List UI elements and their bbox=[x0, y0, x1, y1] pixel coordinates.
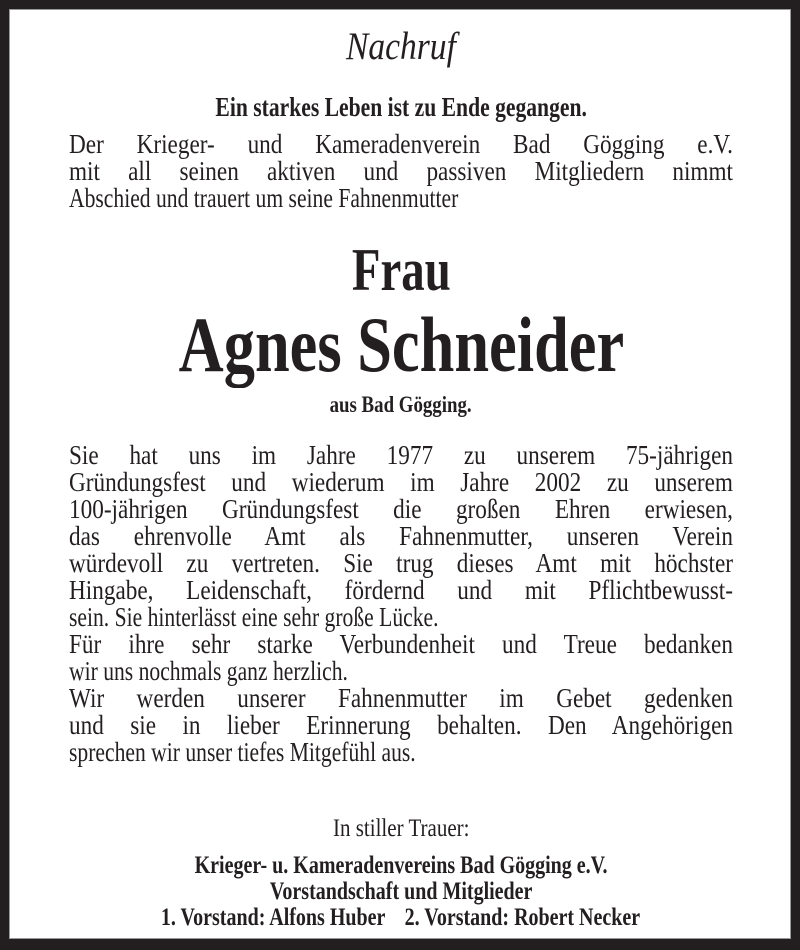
body-line: sprechen wir unser tiefes Mitgefühl aus. bbox=[69, 737, 416, 767]
intro-paragraph bbox=[69, 131, 733, 212]
body-line: wir uns nochmals ganz herzlich. bbox=[69, 656, 348, 686]
signature-organization: Krieger- u. Kameradenvereins Bad Gögging e.V. bbox=[194, 852, 608, 879]
body-line: sein. Sie hinterlässt eine sehr große Lücke. bbox=[69, 602, 439, 632]
intro-line: Der Krieger- und Kameradenverein Bad Gögging e.V. bbox=[69, 129, 733, 159]
deceased-origin: aus Bad Gögging. bbox=[329, 392, 473, 417]
chair-2: 2. Vorstand: Robert Necker bbox=[405, 904, 641, 931]
body-line: Für ihre sehr starke Verbundenheit und Treue bedanken bbox=[69, 629, 733, 659]
body-line: Hingabe, Leidenschaft, fördernd und mit Pflichtbewusst- bbox=[69, 575, 733, 605]
intro-line: mit all seinen aktiven und passiven Mitgliedern nimmt bbox=[69, 156, 733, 186]
signature-group: Vorstandschaft und Mitglieder bbox=[269, 878, 533, 905]
notice-lead: Ein starkes Leben ist zu Ende gegangen. bbox=[215, 92, 587, 122]
signature-chairs bbox=[10, 904, 791, 932]
signature-intro: In stiller Trauer: bbox=[332, 815, 470, 842]
body-line: 100-jährigen Gründungsfest die großen Ehren erwiesen, bbox=[69, 494, 733, 524]
body-line: würdevoll zu vertreten. Sie trug dieses Amt mit höchster bbox=[69, 548, 733, 578]
deceased-name: Agnes Schneider bbox=[178, 301, 624, 388]
notice-title: Nachruf bbox=[346, 25, 456, 68]
body-line: das ehrenvolle Amt als Fahnenmutter, unseren Verein bbox=[69, 521, 733, 551]
intro-line: Abschied und trauert um seine Fahnenmutter bbox=[69, 183, 459, 213]
body-line: und sie in lieber Erinnerung behalten. Den Angehörigen bbox=[69, 710, 733, 740]
body-paragraph bbox=[69, 442, 733, 766]
body-line: Sie hat uns im Jahre 1977 zu unserem 75-jährigen bbox=[69, 440, 733, 470]
chair-1: 1. Vorstand: Alfons Huber bbox=[161, 904, 386, 931]
body-line: Wir werden unserer Fahnenmutter im Gebet gedenken bbox=[69, 683, 733, 713]
body-line: Gründungsfest und wiederum im Jahre 2002 zu unserem bbox=[69, 467, 733, 497]
salutation: Frau bbox=[351, 237, 451, 303]
obituary-notice bbox=[9, 9, 791, 939]
